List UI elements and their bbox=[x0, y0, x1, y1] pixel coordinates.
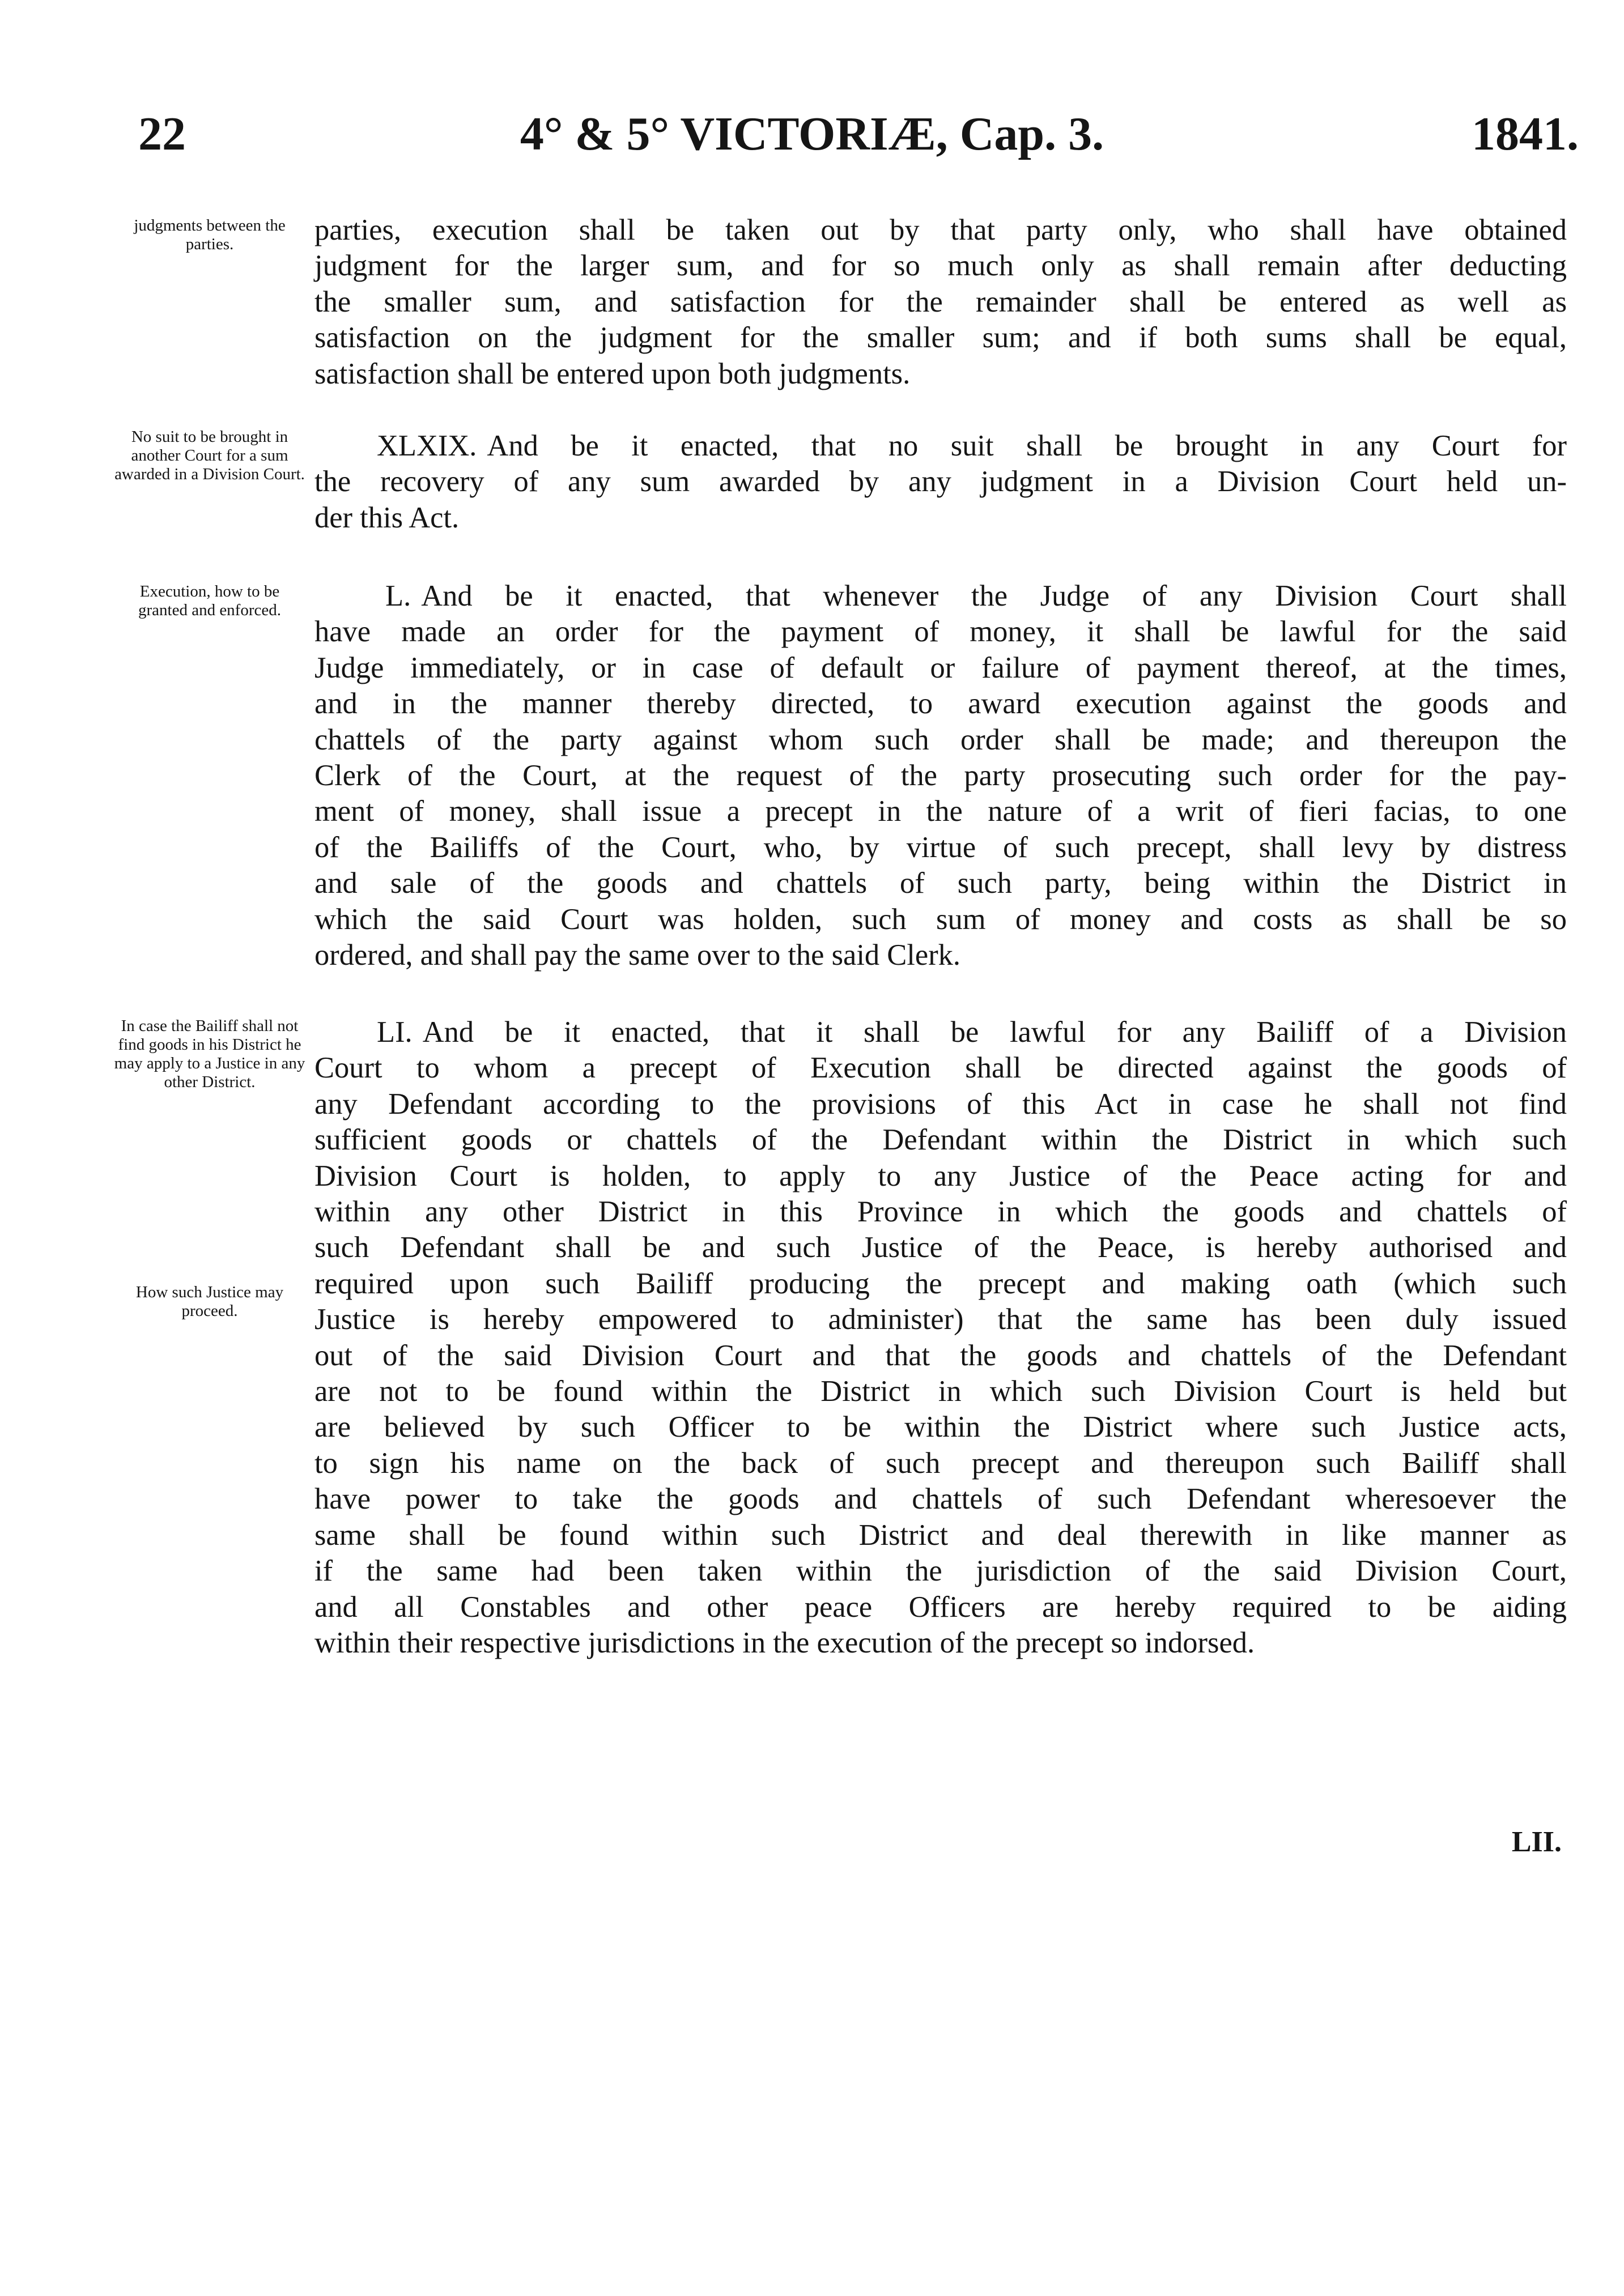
section-l bbox=[314, 578, 1567, 973]
text-line: Division Court is holden, to apply to any Justice of the Peace acting for and bbox=[314, 1159, 1567, 1192]
text-line: And be it enacted, that it shall be lawful for any Bailiff of a Division bbox=[422, 1016, 1567, 1049]
text-line: the recovery of any sum awarded by any judgment in a Division Court held un- bbox=[314, 465, 1567, 499]
page-year: 1841. bbox=[1472, 108, 1579, 160]
section-number: LI. bbox=[377, 1016, 413, 1049]
margin-note-justice: How such Justice may proceed. bbox=[135, 1283, 284, 1320]
text-line: are not to be found within the District in which such Division Court is held but bbox=[314, 1375, 1567, 1408]
margin-note-no-suit: No suit to be brought in another Court for a sum awarded in a Division Court. bbox=[114, 428, 305, 483]
text-line: and sale of the goods and chattels of such party, being within the District in bbox=[314, 867, 1567, 900]
text-line: such Defendant shall be and such Justice of the Peace, is hereby authorised and bbox=[314, 1231, 1567, 1264]
text-line: within their respective jurisdictions in the execution of the precept so indorsed. bbox=[314, 1626, 1255, 1659]
text-line: required upon such Bailiff producing the precept and making oath (which such bbox=[314, 1267, 1567, 1300]
text-line: which the said Court was holden, such sum of money and costs as shall be so bbox=[314, 902, 1567, 936]
section-xlxix bbox=[314, 428, 1567, 536]
section-number: XLXIX. bbox=[377, 429, 477, 462]
catchword: LII. bbox=[1511, 1826, 1562, 1858]
margin-note-judgments: judgments between the parties. bbox=[134, 216, 286, 253]
text-line: ment of money, shall issue a precept in the nature of a writ of fieri facias, to one bbox=[314, 795, 1567, 828]
text-line: satisfaction on the judgment for the smaller sum; and if both sums shall be equal, bbox=[314, 321, 1567, 355]
text-line: sufficient goods or chattels of the Defendant within the District in which such bbox=[314, 1123, 1567, 1157]
margin-note-bailiff: In case the Bailiff shall not find goods in his District he may apply to a Justice in any other District. bbox=[114, 1017, 305, 1091]
text-line: and in the manner thereby directed, to award execution against the goods and bbox=[314, 687, 1567, 721]
section-number: L. bbox=[385, 580, 411, 612]
text-line: der this Act. bbox=[314, 501, 460, 534]
text-line: to sign his name on the back of such precept and thereupon such Bailiff shall bbox=[314, 1446, 1567, 1480]
page-number: 22 bbox=[138, 108, 186, 160]
text-line: parties, execution shall be taken out by that party only, who shall have obtained bbox=[314, 214, 1567, 246]
text-line: have power to take the goods and chattels of such Defendant wheresoever the bbox=[314, 1483, 1567, 1516]
paragraph-continuation bbox=[314, 212, 1567, 392]
text-line: have made an order for the payment of money, it shall be lawful for the said bbox=[314, 615, 1567, 649]
text-line: And be it enacted, that whenever the Judge of any Division Court shall bbox=[421, 580, 1567, 612]
text-line: of the Bailiffs of the Court, who, by virtue of such precept, shall levy by distress bbox=[314, 830, 1567, 864]
text-line: if the same had been taken within the jurisdiction of the said Division Court, bbox=[314, 1554, 1567, 1588]
text-line-first bbox=[314, 1015, 1567, 1050]
text-line: Clerk of the Court, at the request of the party prosecuting such order for the pay- bbox=[314, 759, 1567, 793]
text-line: And be it enacted, that no suit shall be brought in any Court for bbox=[487, 429, 1567, 462]
text-line: any Defendant according to the provisions of this Act in case he shall not find bbox=[314, 1087, 1567, 1121]
text-line: Justice is hereby empowered to administer) that the same has been duly issued bbox=[314, 1303, 1567, 1336]
running-title: 4° & 5° VICTORIÆ, Cap. 3. bbox=[520, 108, 1104, 160]
text-line: chattels of the party against whom such order shall be made; and thereupon the bbox=[314, 723, 1567, 756]
text-line: satisfaction shall be entered upon both judgments. bbox=[314, 357, 911, 390]
text-line: same shall be found within such District and deal therewith in like manner as bbox=[314, 1518, 1567, 1552]
text-line: out of the said Division Court and that the goods and chattels of the Defendant bbox=[314, 1339, 1567, 1372]
text-line: the smaller sum, and satisfaction for the remainder shall be entered as well as bbox=[314, 285, 1567, 318]
text-line: Court to whom a precept of Execution shall be directed against the goods of bbox=[314, 1051, 1567, 1085]
text-line: Judge immediately, or in case of default or failure of payment thereof, at the times, bbox=[314, 651, 1567, 684]
margin-note-execution: Execution, how to be granted and enforced. bbox=[138, 582, 281, 619]
text-line-first bbox=[314, 428, 1567, 464]
text-line: within any other District in this Province in which the goods and chattels of bbox=[314, 1195, 1567, 1229]
text-line-first bbox=[314, 578, 1567, 614]
text-line: ordered, and shall pay the same over to the said Clerk. bbox=[314, 939, 961, 972]
section-li bbox=[314, 1015, 1567, 1661]
text-line: judgment for the larger sum, and for so much only as shall remain after deducting bbox=[314, 249, 1567, 283]
text-line: and all Constables and other peace Officers are hereby required to be aiding bbox=[314, 1590, 1567, 1624]
text-line: are believed by such Officer to be within the District where such Justice acts, bbox=[314, 1411, 1567, 1444]
